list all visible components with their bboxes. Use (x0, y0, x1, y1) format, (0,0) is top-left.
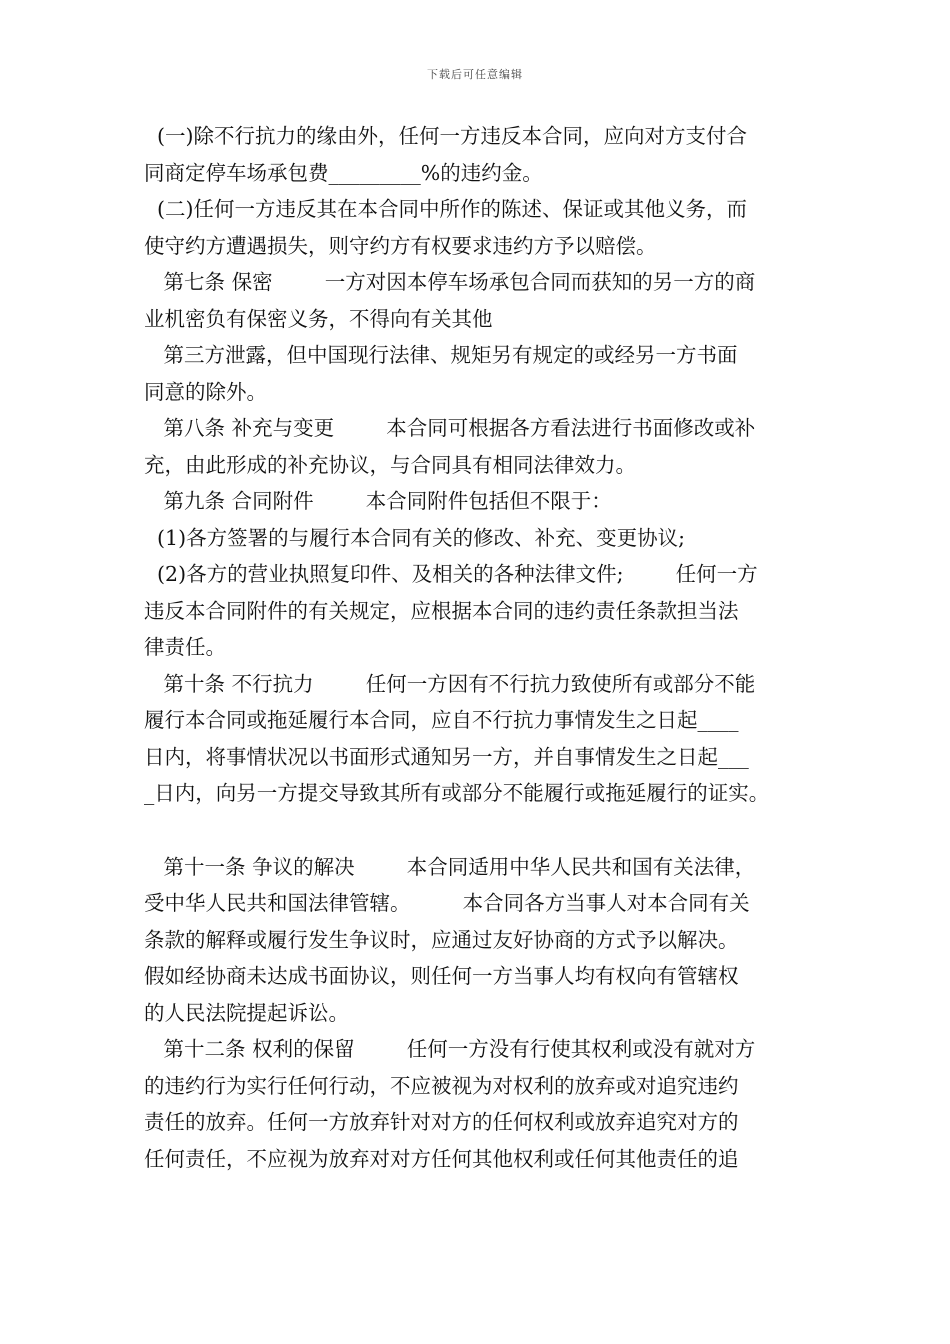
text-line: 同意的除外。 (144, 379, 267, 404)
text-line: _日内，向另一方提交导致其所有或部分不能履行或拖延履行的证实。 (144, 781, 770, 805)
text-line: 同商定停车场承包费_________%的违约金。 (144, 160, 543, 185)
text-line: 任何责任，不应视为放弃对对方任何其他权利或任何其他责任的追 (144, 1146, 739, 1171)
text-line: 日内，将事情状况以书面形式通知另一方，并自事情发生之日起___ (144, 744, 749, 769)
document-body (144, 118, 814, 1177)
text-line: 的违约行为实行任何行动，不应被视为对权利的放弃或对追究违约 (144, 1073, 739, 1098)
text-line: 第十二条 权利的保留 任何一方没有行使其权利或没有就对方 (144, 1037, 756, 1061)
text-line: 第十一条 争议的解决 本合同适用中华人民共和国有关法律， (144, 854, 756, 879)
text-line: (一)除不行抗力的缘由外，任何一方违反本合同，应向对方支付合 (144, 124, 748, 148)
page-header: 下载后可任意编辑 (427, 68, 523, 81)
text-line: 律责任。 (144, 635, 226, 659)
text-line: 责任的放弃。任何一方放弃针对对方的任何权利或放弃追究对方的 (144, 1110, 739, 1134)
text-line: 受中华人民共和国法律管辖。 本合同各方当事人对本合同有关 (144, 891, 750, 915)
text-line: 第九条 合同附件 本合同附件包括但不限于： (144, 489, 612, 513)
text-line: (1)各方签署的与履行本合同有关的修改、补充、变更协议; (144, 525, 685, 550)
text-line: 第三方泄露，但中国现行法律、规矩另有规定的或经另一方书面 (144, 343, 738, 367)
text-line: 使守约方遭遇损失，则守约方有权要求违约方予以赔偿。 (144, 233, 657, 258)
text-line: 第十条 不行抗力 任何一方因有不行抗力致使所有或部分不能 (144, 671, 756, 696)
text-line: 假如经协商未达成书面协议，则任何一方当事人均有权向有管辖权 (144, 964, 739, 988)
text-line: 违反本合同附件的有关规定，应根据本合同的违约责任条款担当法 (144, 598, 739, 623)
blank-line (144, 812, 814, 849)
text-line: 的人民法院提起诉讼。 (144, 1000, 349, 1025)
text-line: 充，由此形成的补充协议，与合同具有相同法律效力。 (144, 452, 636, 477)
text-line: 第七条 保密 一方对因本停车场承包合同而获知的另一方的商 (144, 270, 756, 294)
text-line: 第八条 补充与变更 本合同可根据各方看法进行书面修改或补 (144, 416, 756, 440)
text-line: (二)任何一方违反其在本合同中所作的陈述、保证或其他义务，而 (144, 197, 748, 221)
text-line: (2)各方的营业执照复印件、及相关的各种法律文件; 任何一方 (144, 562, 758, 586)
text-line: 履行本合同或拖延履行本合同，应自不行抗力事情发生之日起____ (144, 708, 739, 732)
text-line: 业机密负有保密义务，不得向有关其他 (144, 306, 493, 331)
text-line: 条款的解释或履行发生争议时，应通过友好协商的方式予以解决。 (144, 927, 739, 952)
